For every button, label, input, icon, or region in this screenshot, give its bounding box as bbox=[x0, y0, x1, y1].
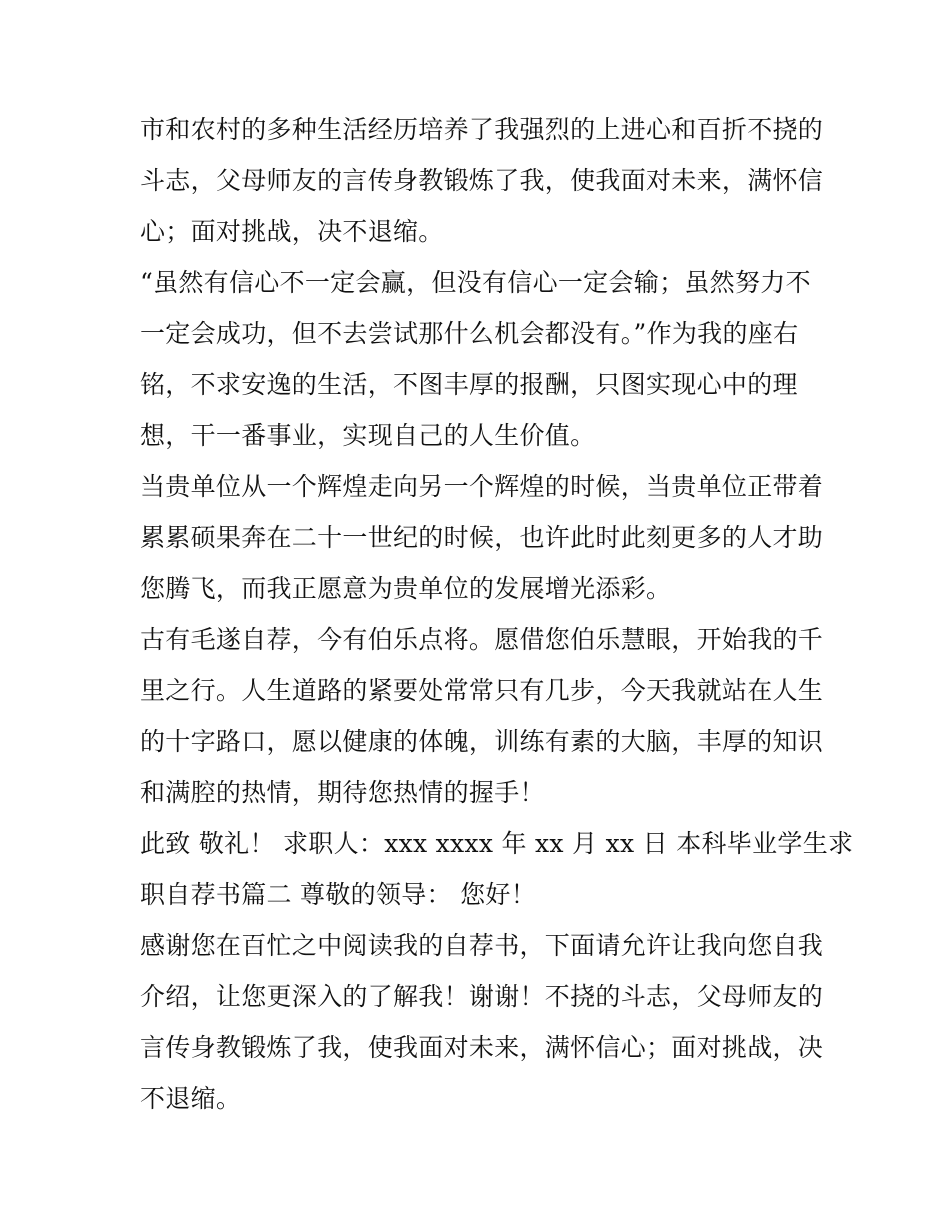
text-line-10: 您腾飞，而我正愿意为贵单位的发展增光添彩。 bbox=[140, 574, 672, 603]
text-line-16: 职自荐书篇二 尊敬的领导： 您好！ bbox=[140, 880, 536, 909]
text-line-6: 铭，不求安逸的生活，不图丰厚的报酬，只图实现心中的理 bbox=[140, 370, 798, 399]
text-line-2: 斗志，父母师友的言传身教锻炼了我，使我面对未来，满怀信 bbox=[140, 166, 824, 195]
text-line-5: 一定会成功，但不去尝试那什么机会都没有。”作为我的座右 bbox=[140, 319, 799, 348]
text-line-3: 心；面对挑战，决不退缩。 bbox=[140, 217, 444, 246]
text-line-17: 感谢您在百忙之中阅读我的自荐书，下面请允许让我向您自我 bbox=[140, 931, 824, 960]
text-line-11: 古有毛遂自荐，今有伯乐点将。愿借您伯乐慧眼，开始我的千 bbox=[140, 625, 824, 654]
document-body bbox=[140, 104, 854, 1124]
text-line-15: 此致 敬礼！ 求职人：xxx xxxx 年 xx 月 xx 日 本科毕业学生求 bbox=[140, 829, 854, 858]
text-line-8: 当贵单位从一个辉煌走向另一个辉煌的时候，当贵单位正带着 bbox=[140, 472, 824, 501]
text-line-14: 和满腔的热情，期待您热情的握手！ bbox=[140, 778, 545, 807]
text-line-1: 市和农村的多种生活经历培养了我强烈的上进心和百折不挠的 bbox=[140, 115, 824, 144]
text-line-18: 介绍，让您更深入的了解我！谢谢！不挠的斗志，父母师友的 bbox=[140, 982, 824, 1011]
text-line-7: 想，干一番事业，实现自己的人生价值。 bbox=[140, 421, 596, 450]
text-line-9: 累累硕果奔在二十一世纪的时候，也许此时此刻更多的人才助 bbox=[140, 523, 824, 552]
text-line-19: 言传身教锻炼了我，使我面对未来，满怀信心；面对挑战，决 bbox=[140, 1033, 824, 1062]
text-line-20: 不退缩。 bbox=[140, 1084, 242, 1113]
text-line-13: 的十字路口，愿以健康的体魄，训练有素的大脑，丰厚的知识 bbox=[140, 727, 824, 756]
text-line-12: 里之行。人生道路的紧要处常常只有几步，今天我就站在人生 bbox=[140, 676, 824, 705]
text-line-4: “虽然有信心不一定会赢，但没有信心一定会输；虽然努力不 bbox=[140, 268, 811, 297]
